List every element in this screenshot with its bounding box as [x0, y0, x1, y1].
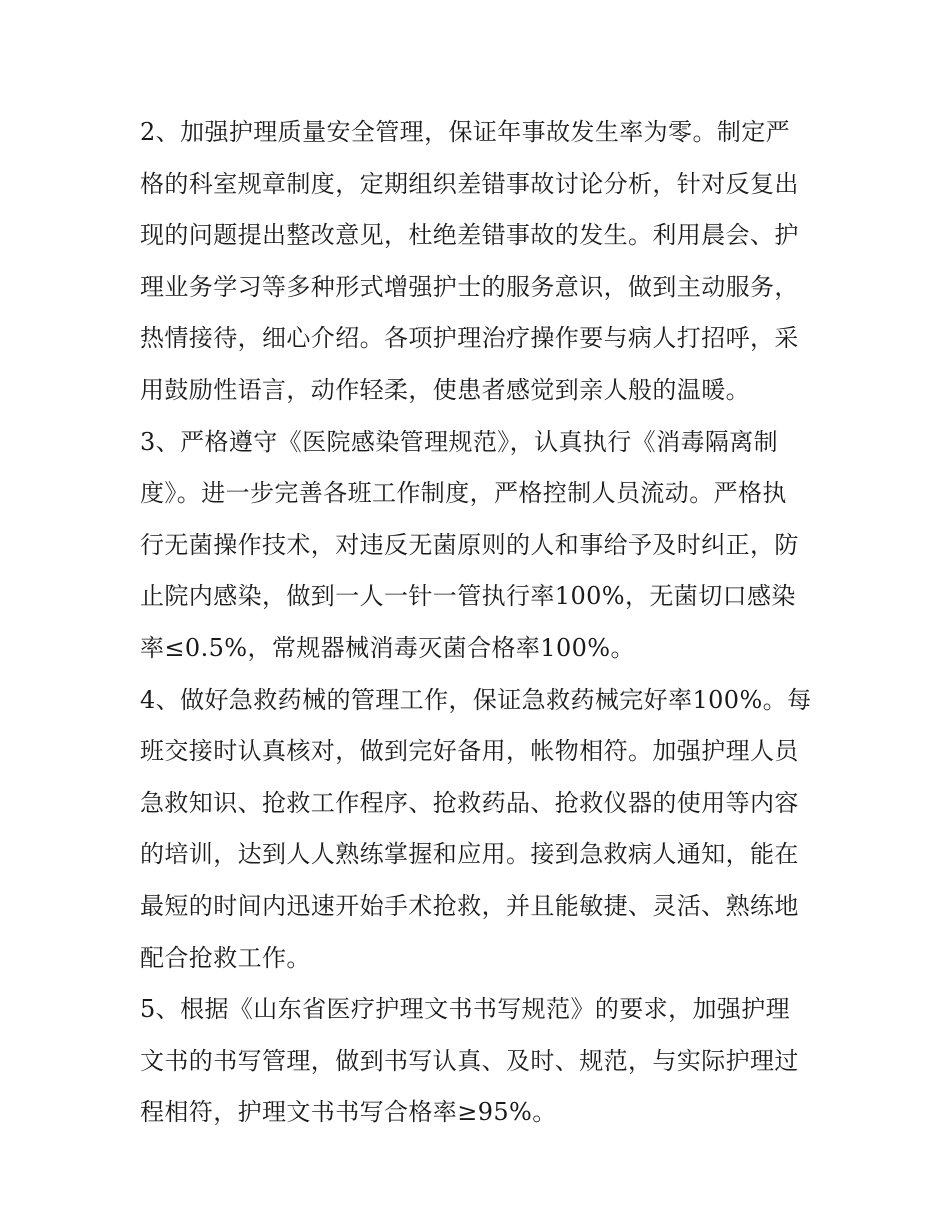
- text-line: 用鼓励性语言，动作轻柔，使患者感觉到亲人般的温暖。: [140, 375, 750, 404]
- text-line: 2、加强护理质量安全管理，保证年事故发生率为零。制定严: [140, 118, 791, 146]
- text-line: 3、严格遵守《医院感染管理规范》，认真执行《消毒隔离制: [140, 427, 779, 456]
- text-line: 班交接时认真核对，做到完好备用，帐物相符。加强护理人员: [140, 737, 799, 766]
- text-line: 程相符，护理文书书写合格率≥95%。: [140, 1098, 557, 1127]
- text-line: 的培训，达到人人熟练掌握和应用。接到急救病人通知，能在: [140, 840, 799, 869]
- text-line: 止院内感染，做到一人一针一管执行率100%，无菌切口感染: [140, 582, 796, 611]
- text-line: 度》。进一步完善各班工作制度，严格控制人员流动。严格执: [140, 479, 787, 508]
- text-line: 配合抢救工作。: [140, 943, 311, 972]
- text-line: 率≤0.5%，常规器械消毒灭菌合格率100%。: [140, 633, 635, 662]
- text-line: 4、做好急救药械的管理工作，保证急救药械完好率100%。每: [140, 685, 812, 714]
- text-line: 热情接待，细心介绍。各项护理治疗操作要与病人打招呼，采: [140, 324, 799, 353]
- text-line: 理业务学习等多种形式增强护士的服务意识，做到主动服务，: [140, 272, 799, 301]
- text-line: 急救知识、抢救工作程序、抢救药品、抢救仪器的使用等内容: [140, 788, 799, 817]
- text-line: 格的科室规章制度，定期组织差错事故讨论分析，针对反复出: [140, 169, 799, 198]
- document-body: [140, 107, 816, 1139]
- text-line: 文书的书写管理，做到书写认真、及时、规范，与实际护理过: [140, 1046, 799, 1075]
- text-line: 5、根据《山东省医疗护理文书书写规范》的要求，加强护理: [140, 995, 791, 1024]
- text-line: 现的问题提出整改意见，杜绝差错事故的发生。利用晨会、护: [140, 221, 799, 250]
- text-line: 行无菌操作技术，对违反无菌原则的人和事给予及时纠正，防: [140, 530, 799, 559]
- text-line: 最短的时间内迅速开始手术抢救，并且能敏捷、灵活、熟练地: [140, 891, 799, 920]
